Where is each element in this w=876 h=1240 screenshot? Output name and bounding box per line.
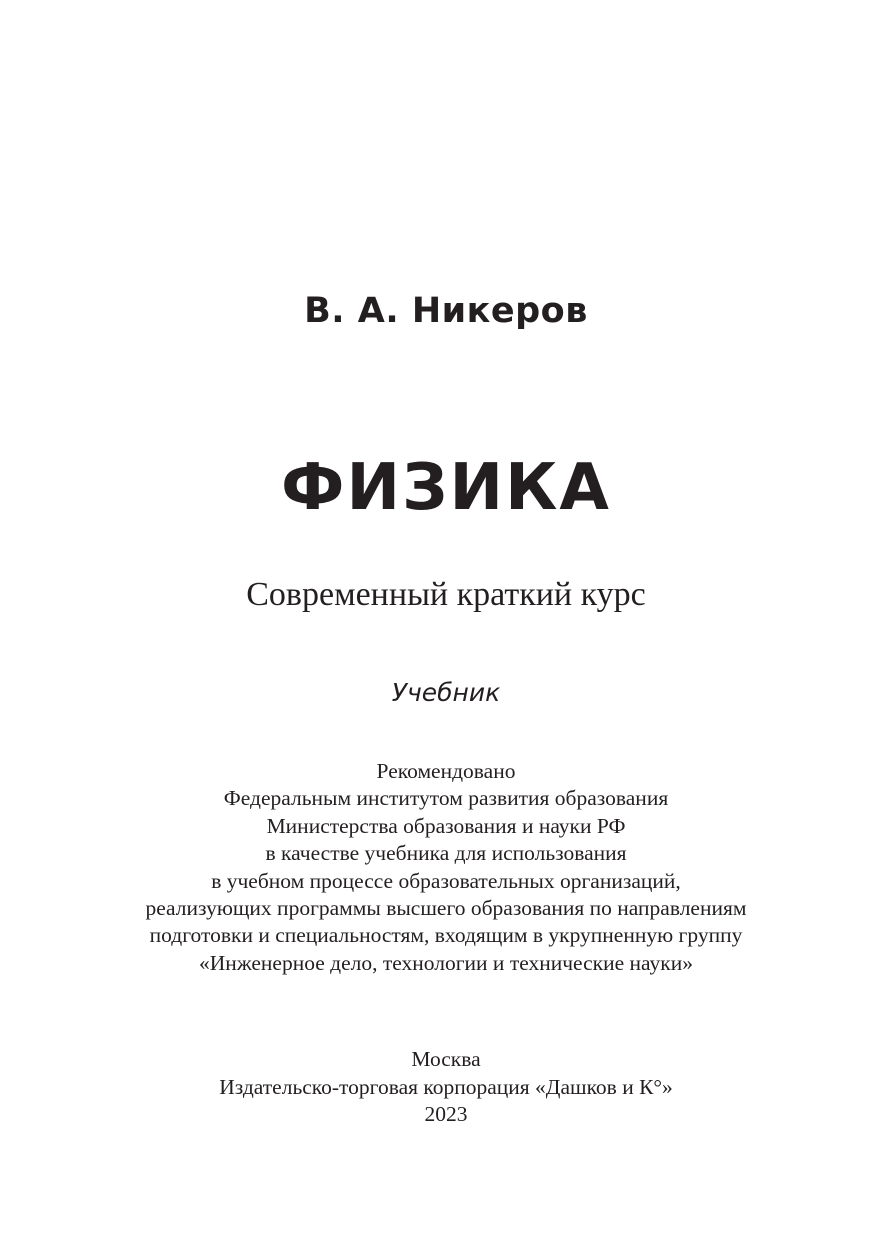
recommendation-line: Министерства образования и науки РФ: [266, 813, 626, 838]
imprint-year: 2023: [424, 1102, 468, 1126]
imprint-publisher: Издательско-торговая корпорация «Дашков и К°»: [219, 1074, 673, 1099]
recommendation-line: «Инженерное дело, технологии и технические науки»: [199, 950, 693, 975]
book-title: ФИЗИКА: [281, 451, 611, 525]
imprint-block: [8, 1046, 876, 1129]
recommendation-block: [8, 758, 876, 977]
recommendation-line: Рекомендовано: [376, 759, 516, 783]
document-type: Учебник: [391, 678, 501, 707]
recommendation-line: в учебном процессе образовательных организаций,: [211, 868, 681, 893]
author-name: В. А. Никеров: [304, 291, 588, 331]
book-subtitle: Современный краткий курс: [246, 576, 646, 613]
recommendation-line: подготовки и специальностям, входящим в укрупненную группу: [149, 923, 743, 948]
recommendation-line: реализующих программы высшего образования по направлениям: [145, 896, 747, 921]
recommendation-line: в качестве учебника для использования: [265, 841, 627, 866]
recommendation-line: Федеральным институтом развития образования: [223, 786, 669, 811]
imprint-city: Москва: [411, 1047, 481, 1071]
